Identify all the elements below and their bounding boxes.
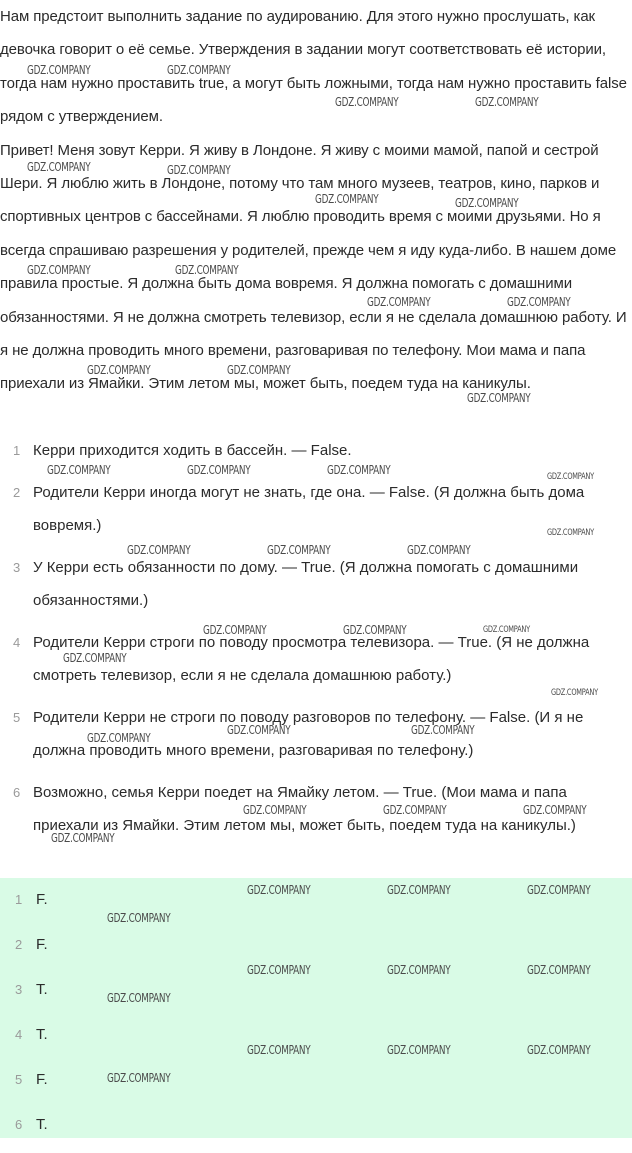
watermark: GDZ.COMPANY [547,472,594,482]
task-number: 3 [13,560,21,575]
answer-row [0,974,632,1018]
answer-value: T. [36,1116,48,1133]
watermark: GDZ.COMPANY [107,991,171,1005]
watermark: GDZ.COMPANY [551,688,598,698]
watermark: GDZ.COMPANY [387,963,451,977]
watermark: GDZ.COMPANY [407,543,471,557]
answer-number: 1 [15,892,23,907]
watermark: GDZ.COMPANY [27,63,91,77]
watermark: GDZ.COMPANY [247,883,311,897]
watermark: GDZ.COMPANY [527,1043,591,1057]
task-text: У Керри есть обязанности по дому. — True. (Я должна помогать с домашними обязанностями.) [33,559,579,610]
watermark: GDZ.COMPANY [243,803,307,817]
watermark: GDZ.COMPANY [187,463,251,477]
watermark: GDZ.COMPANY [507,295,571,309]
watermark: GDZ.COMPANY [527,963,591,977]
task-text: Возможно, семья Керри поедет на Ямайку летом. — True. (Мои мама и папа приехали из Ямайки. Этим летом мы, может быть, поедем туда на каникулы.) [33,784,576,835]
watermark: GDZ.COMPANY [87,731,151,745]
answer-row [0,1109,632,1153]
watermark: GDZ.COMPANY [411,723,475,737]
answer-value: T. [36,1026,48,1043]
task-text: Родители Керри не строги по поводу разговоров по телефону. — False. (И я не должна проводить много времени, разговаривая по телефону.) [33,709,584,760]
watermark: GDZ.COMPANY [203,623,267,637]
answer-number: 4 [15,1027,23,1042]
watermark: GDZ.COMPANY [547,528,594,538]
task-number: 4 [13,635,21,650]
watermark: GDZ.COMPANY [167,63,231,77]
answer-number: 5 [15,1072,23,1087]
watermark: GDZ.COMPANY [247,1043,311,1057]
task-text: Родители Керри строги по поводу просмотра телевизора. — True. (Я не должна смотреть телевизор, если я не сделала домашнюю работу.) [33,634,590,685]
answer-number: 2 [15,937,23,952]
watermark: GDZ.COMPANY [27,263,91,277]
watermark: GDZ.COMPANY [383,803,447,817]
answers-panel [0,878,632,1138]
watermark: GDZ.COMPANY [87,363,151,377]
watermark: GDZ.COMPANY [367,295,431,309]
answer-value: F. [36,1071,48,1088]
task-number: 1 [13,443,21,458]
watermark: GDZ.COMPANY [27,160,91,174]
watermark: GDZ.COMPANY [387,1043,451,1057]
task-text: Родители Керри иногда могут не знать, где она. — False. (Я должна быть дома вовремя.) [33,484,585,535]
watermark: GDZ.COMPANY [47,463,111,477]
watermark: GDZ.COMPANY [455,196,519,210]
answer-number: 6 [15,1117,23,1132]
watermark: GDZ.COMPANY [387,883,451,897]
watermark: GDZ.COMPANY [247,963,311,977]
watermark: GDZ.COMPANY [335,95,399,109]
intro-paragraph-2: Привет! Меня зовут Керри. Я живу в Лондоне. Я живу с моими мамой, папой и сестрой Шери. Я люблю жить в Лондоне, потому что там много музеев, театров, кино, парков и спортивных центров с бассейнами. Я люблю проводить время с моими друзьями. Но я всегда спрашиваю разрешения у родителей, прежде чем я иду куда-либо. В нашем доме правила простые. Я должна быть дома вовремя. Я должна помогать с домашними обязанностями. Я не должна смотреть телевизор, если я не сделала домашнюю работу. И я не должна проводить много времени, разговаривая по телефону. Мои мама и папа приехали из Ямайки. Этим летом мы, может быть, поедем туда на каникулы. [0,141,627,393]
answer-number: 3 [15,982,23,997]
watermark: GDZ.COMPANY [127,543,191,557]
watermark: GDZ.COMPANY [63,651,127,665]
watermark: GDZ.COMPANY [107,911,171,925]
watermark: GDZ.COMPANY [51,831,115,845]
watermark: GDZ.COMPANY [483,625,530,635]
watermark: GDZ.COMPANY [343,623,407,637]
watermark: GDZ.COMPANY [107,1071,171,1085]
task-number: 5 [13,710,21,725]
intro-paragraph-1: Нам предстоит выполнить задание по аудированию. Для этого нужно прослушать, как девочка говорит о её семье. Утверждения в задании могут соответствовать её истории, тогда нам нужно проставить true, а могут быть ложными, тогда нам нужно проставить false рядом с утверждением. [0,8,627,126]
task-text: Керри приходится ходить в бассейн. — False. [33,442,352,459]
watermark: GDZ.COMPANY [315,192,379,206]
task-number: 2 [13,485,21,500]
watermark: GDZ.COMPANY [227,723,291,737]
watermark: GDZ.COMPANY [327,463,391,477]
watermark: GDZ.COMPANY [467,391,531,405]
answer-value: T. [36,981,48,998]
answer-row [0,1064,632,1108]
answer-value: F. [36,891,48,908]
watermark: GDZ.COMPANY [175,263,239,277]
watermark: GDZ.COMPANY [267,543,331,557]
watermark: GDZ.COMPANY [523,803,587,817]
watermark: GDZ.COMPANY [167,163,231,177]
answer-value: F. [36,936,48,953]
watermark: GDZ.COMPANY [527,883,591,897]
watermark: GDZ.COMPANY [475,95,539,109]
task-number: 6 [13,785,21,800]
watermark: GDZ.COMPANY [227,363,291,377]
